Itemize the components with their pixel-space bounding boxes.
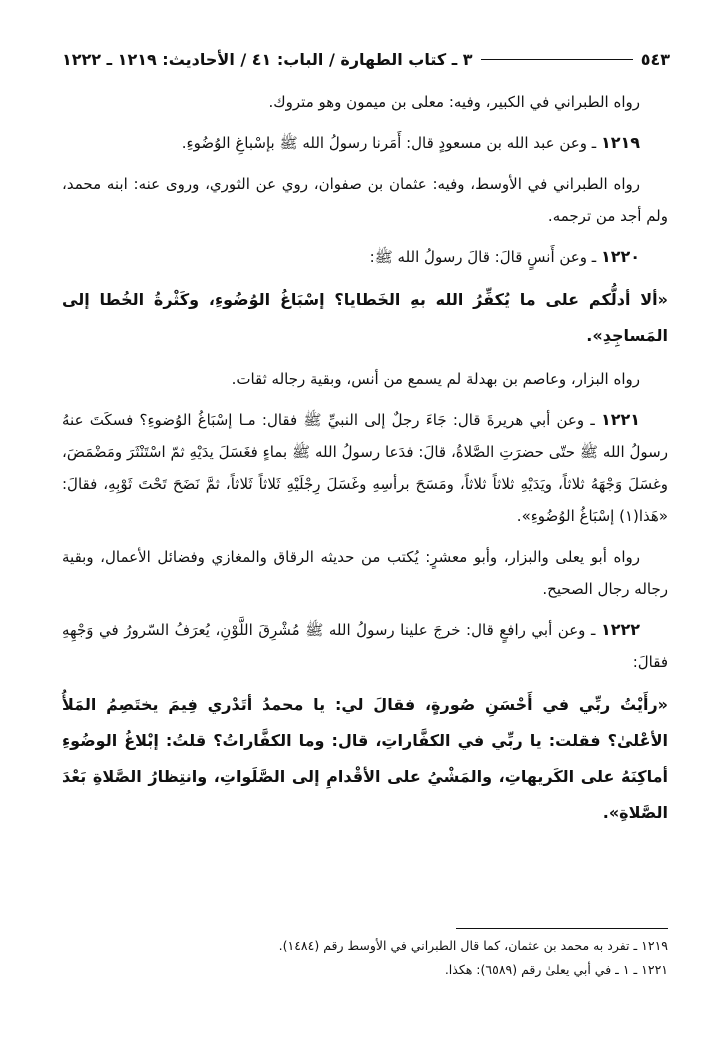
paragraph-text: رواه الطبراني في الكبير، وفيه: معلى بن ميمون وهو متروك. bbox=[268, 93, 640, 111]
paragraph-text: رواه البزار، وعاصم بن بهدلة لم يسمع من أنس، وبقية رجاله ثقات. bbox=[231, 370, 640, 388]
header-rule bbox=[481, 58, 633, 60]
main-text bbox=[62, 86, 668, 840]
footnote-divider bbox=[456, 928, 668, 929]
hadith-number: ١٢٢٠ bbox=[600, 247, 640, 266]
paragraph-commentary bbox=[62, 541, 668, 605]
hadith-number: ١٢٢٢ bbox=[600, 620, 640, 639]
hadith-1221 bbox=[62, 404, 668, 532]
paragraph-commentary bbox=[62, 86, 668, 118]
paragraph-commentary bbox=[62, 363, 668, 395]
page-header bbox=[62, 44, 670, 74]
chapter-title: ٣ ـ كتاب الطهارة / الباب: ٤١ / الأحاديث: ١٢١٩ ـ ١٢٢٢ bbox=[62, 49, 473, 69]
footnote-1219: ١٢١٩ ـ تفرد به محمد بن عثمان، كما قال الطبراني في الأوسط رقم (١٤٨٤). bbox=[278, 938, 668, 953]
hadith-1222 bbox=[62, 614, 668, 678]
page-number: ٥٤٣ bbox=[640, 49, 670, 69]
hadith-text: ـ وعن عبد الله بن مسعودٍ قال: أَمَرنا رسولُ الله ﷺ بإسْباغِ الوُضُوءِ. bbox=[181, 134, 597, 152]
hadith-text: ـ وعن أبي رافعٍ قال: خرجَ علينا رسولُ الله ﷺ مُشْرِقَ اللَّوْنِ، يُعرَفُ السّرورُ في وَجْهِهِ فقالَ: bbox=[62, 621, 668, 671]
hadith-quote bbox=[62, 687, 668, 831]
hadith-text: ـ وعن أَنسٍ قالَ: قالَ رسولُ الله ﷺ: bbox=[369, 248, 597, 266]
paragraph-commentary bbox=[62, 168, 668, 232]
hadith-quote bbox=[62, 282, 668, 354]
footnote-1221: ١٢٢١ ـ ١ ـ في أبي يعلىٰ رقم (٦٥٨٩): هكذا. bbox=[444, 962, 668, 977]
footnotes bbox=[62, 934, 668, 982]
hadith-number: ١٢١٩ bbox=[600, 133, 640, 152]
quote-text: «ألا أدلُّكم على ما يُكفِّرُ الله بهِ الخَطايا؟ إسْبَاغُ الوُضُوءِ، وكَثْرةُ الخُطا إلى المَساجِدِ». bbox=[62, 290, 668, 345]
hadith-number: ١٢٢١ bbox=[600, 410, 640, 429]
paragraph-text: رواه الطبراني في الأوسط، وفيه: عثمان بن صفوان، روي عن الثوري، وروى عنه: ابنه محمد، ولم أجد من ترجمه. bbox=[62, 175, 668, 225]
hadith-text: ـ وعن أبي هريرةَ قال: جَاءَ رجلٌ إلى النبيِّ ﷺ فقال: مـا إسْبَاغُ الوُضوءِ؟ فسكَتَ عنهُ رسولُ الله ﷺ حتّى حضرَتِ الصَّلاةُ، قالَ: فدَعا رسولُ الله ﷺ بماءٍ فغَسَلَ يدَيْهِ ثمّ اسْتَنْثَرَ ومَضْمَضَ، وغسَلَ وَجْهَهُ ثلاثاً، ويَدَيْهِ ثلاثاً ثلاثاً، ومَسَحَ برأسِهِ وغَسَلَ رِجْلَيْهِ ثَلاثاً ثَلاثاً، ثمَّ نَضَحَ تَحْتَ ثَوْبِهِ، فقالَ: «هَذا(١) إسْبَاغُ الوُضُوءِ». bbox=[62, 411, 668, 525]
quote-text: «رأَيْتُ ربِّي في أَحْسَنِ صُورةٍ، فقالَ لي: يا محمدُ أتَدْري فِيمَ يختَصِمُ المَلأُ الأعْلىٰ؟ فقلت: يا ربِّي في الكفَّاراتِ، قال: وما الكفَّاراتُ؟ قلتُ: إبْلاغُ الوضُوءِ أماكِنَهُ على الكَريهاتِ، والمَشْيُ على الأقْدامِ إلى الصَّلَواتِ، وانتِظارُ الصَّلاةِ بَعْدَ الصَّلاةِ». bbox=[62, 695, 668, 822]
hadith-1220 bbox=[62, 241, 668, 273]
hadith-1219 bbox=[62, 127, 668, 159]
paragraph-text: رواه أبو يعلى والبزار، وأبو معشرٍ: يُكتب من حديثه الرقاق والمغازي وفضائل الأعمال، وبقية رجاله رجال الصحيح. bbox=[62, 548, 668, 598]
